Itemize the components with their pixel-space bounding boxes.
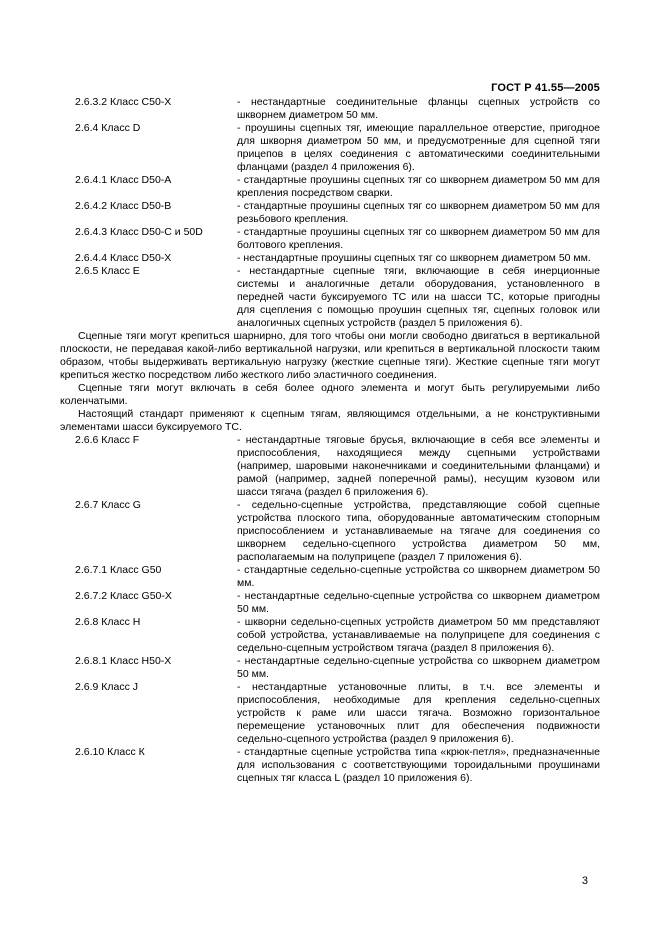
entry-definition: - нестандартные седельно-сцепные устройства со шкворнем диаметром 50 мм.: [237, 590, 600, 615]
definition-entry: [60, 265, 600, 330]
entry-term: 2.6.9 Класс J: [75, 681, 139, 693]
definition-entry: [60, 564, 600, 590]
definition-entry: [60, 499, 600, 564]
definition-entry: [60, 655, 600, 681]
entry-definition: - нестандартные соединительные фланцы сцепных устройств со шкворнем диаметром 50 мм.: [237, 96, 600, 121]
entry-term: 2.6.4.4 Класс D50-X: [75, 252, 172, 264]
entry-term: 2.6.3.2 Класс С50-Х: [75, 96, 172, 108]
definition-entry: [60, 616, 600, 655]
definition-entry: [60, 96, 600, 122]
definition-entry: [60, 226, 600, 252]
entry-definition: - шкворни седельно-сцепных устройств диаметром 50 мм представляют собой устройства, устанавливаемые на полуприцепе для соединения с седельно-сцепным устройством тягача (раздел 8 приложения 6).: [237, 616, 600, 654]
definition-entry: [60, 681, 600, 746]
entry-term: 2.6.5 Класс Е: [75, 265, 140, 277]
entry-term: 2.6.7 Класс G: [75, 499, 141, 511]
page-number: 3: [581, 875, 588, 887]
entry-definition: - нестандартные проушины сцепных тяг со шкворнем диаметром 50 мм.: [237, 252, 591, 264]
entry-definition: - стандартные сцепные устройства типа «крюк-петля», предназначенные для использования с соответствующими тороидальными проушинами сцепных тяг класса L (раздел 10 приложения 6).: [237, 746, 600, 784]
entry-definition: - седельно-сцепные устройства, представляющие собой сцепные устройства плоского типа, оборудованные автоматическим стопорным приспособлением и устанавливаемые на тягаче для соединения со шкворнем седельно-сцепного устройства диаметром 50 мм, располагаемым на полуприцепе (раздел 7 приложения 6).: [237, 499, 600, 563]
entry-definition: - нестандартные установочные плиты, в т.ч. все элементы и приспособления, необходимые для крепления седельно-сцепных устройств к раме или шасси тягача. Возможно горизонтальное перемещение установочных плит для обеспечения подвижности седельно-сцепного устройства (раздел 9 приложения 6).: [237, 681, 600, 745]
entry-term: 2.6.7.2 Класс G50-X: [75, 590, 172, 602]
entry-term: 2.6.6 Класс F: [75, 434, 140, 446]
entry-definition: - стандартные проушины сцепных тяг со шкворнем диаметром 50 мм для болтового крепления.: [237, 226, 600, 251]
body-paragraph: Сцепные тяги могут крепиться шарнирно, для того чтобы они могли свободно двигаться в вертикальной плоскости, не передавая какой-либо вертикальной нагрузки, или крепиться в вертикальной плоскости таким образом, чтобы выдерживать вертикальную нагрузку (жесткие сцепные тяги). Жесткие сцепные тяги могут крепиться жестко посредством либо жесткого либо эластичного соединения.: [60, 330, 600, 381]
entry-definition: - стандартные проушины сцепных тяг со шкворнем диаметром 50 мм для резьбового крепления.: [237, 200, 600, 225]
entry-term: 2.6.8.1 Класс Н50-Х: [75, 655, 172, 667]
body-paragraph: Настоящий стандарт применяют к сцепным тягам, являющимся отдельными, а не конструктивными элементами шасси буксируемого ТС.: [60, 408, 600, 433]
definition-entry: [60, 252, 600, 265]
entry-term: 2.6.4.2 Класс D50-B: [75, 200, 172, 212]
entry-term: 2.6.4.3 Класс D50-C и 50D: [75, 226, 203, 238]
definition-entry: [60, 434, 600, 499]
entry-term: 2.6.10 Класс К: [75, 746, 145, 758]
definition-entry: [60, 122, 600, 174]
entry-term: 2.6.7.1 Класс G50: [75, 564, 162, 576]
entry-term: 2.6.8 Класс Н: [75, 616, 141, 628]
entry-term: 2.6.4.1 Класс D50-A: [75, 174, 172, 186]
definition-entry: [60, 590, 600, 616]
entry-term: 2.6.4 Класс D: [75, 122, 141, 134]
body-paragraph: Сцепные тяги могут включать в себя более одного элемента и могут быть регулируемыми либо коленчатыми.: [60, 382, 600, 407]
entry-definition: - стандартные седельно-сцепные устройства со шкворнем диаметром 50 мм.: [237, 564, 600, 589]
entry-definition: - нестандартные сцепные тяги, включающие в себя инерционные системы и аналогичные детали оборудования, установленного в передней части буксируемого ТС или на шасси ТС, которые пригодны для сцепления с помощью проушин сцепных тяг, сцепных головок или аналогичных сцепных устройств (раздел 5 приложения 6).: [237, 265, 600, 329]
document-content: [60, 96, 600, 785]
document-code: ГОСТ Р 41.55—2005: [491, 82, 600, 94]
entry-definition: - нестандартные тяговые брусья, включающие в себя все элементы и приспособления, находящиеся между сцепными устройствами (например, шаровыми наконечниками и соединительными фланцами) и рамой (например, задней поперечной рамы), несущим кузовом или шасси тягача (раздел 6 приложения 6).: [237, 434, 600, 498]
entry-definition: - проушины сцепных тяг, имеющие параллельное отверстие, пригодное для шкворня диаметром 50 мм, и предусмотренные для сцепной тяги прицепов в целях соединения с автоматическими соединительными фланцами (раздел 4 приложения 6).: [237, 122, 600, 173]
entry-definition: - нестандартные седельно-сцепные устройства со шкворнем диаметром 50 мм.: [237, 655, 600, 680]
entry-definition: - стандартные проушины сцепных тяг со шкворнем диаметром 50 мм для крепления посредством сварки.: [237, 174, 600, 199]
definition-entry: [60, 200, 600, 226]
definition-entry: [60, 174, 600, 200]
definition-entry: [60, 746, 600, 785]
